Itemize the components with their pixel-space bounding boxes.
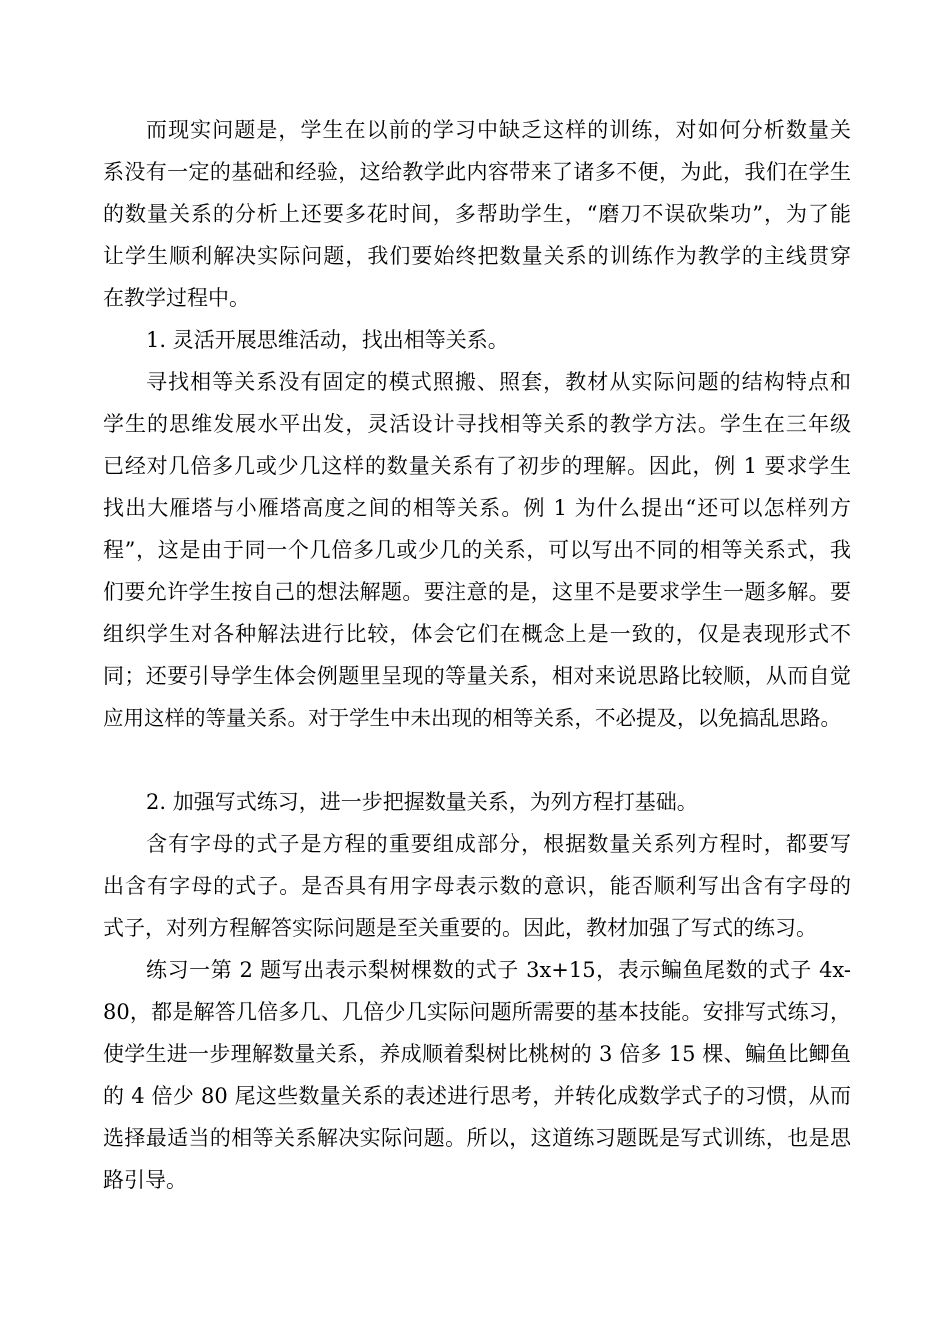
paragraph-line: 使学生进一步理解数量关系，养成顺着梨树比桃树的 3 倍多 15 棵、鳊鱼比鲫鱼 <box>103 1042 851 1066</box>
paragraph-line: 找出大雁塔与小雁塔高度之间的相等关系。例 1 为什么提出“还可以怎样列方 <box>103 496 851 520</box>
paragraph-line: 而现实问题是，学生在以前的学习中缺乏这样的训练，对如何分析数量关 <box>146 118 851 142</box>
paragraph-line: 的数量关系的分析上还要多花时间，多帮助学生，“磨刀不误砍柴功”，为了能 <box>103 202 851 226</box>
paragraph-line: 式子，对列方程解答实际问题是至关重要的。因此，教材加强了写式的练习。 <box>103 916 817 940</box>
paragraph-line: 已经对几倍多几或少几这样的数量关系有了初步的理解。因此，例 1 要求学生 <box>103 454 851 478</box>
section-heading-1: 1. 灵活开展思维活动，找出相等关系。 <box>146 328 509 352</box>
paragraph-line: 系没有一定的基础和经验，这给教学此内容带来了诸多不便，为此，我们在学生 <box>103 160 851 184</box>
paragraph-line: 80，都是解答几倍多几、几倍少几实际问题所需要的基本技能。安排写式练习， <box>103 1000 851 1024</box>
paragraph-line: 同；还要引导学生体会例题里呈现的等量关系，相对来说思路比较顺，从而自觉 <box>103 664 851 688</box>
paragraph-line: 出含有字母的式子。是否具有用字母表示数的意识，能否顺利写出含有字母的 <box>103 874 851 898</box>
paragraph-line: 组织学生对各种解法进行比较，体会它们在概念上是一致的，仅是表现形式不 <box>103 622 851 646</box>
paragraph-line: 们要允许学生按自己的想法解题。要注意的是，这里不是要求学生一题多解。要 <box>103 580 851 604</box>
paragraph-line: 的 4 倍少 80 尾这些数量关系的表述进行思考，并转化成数学式子的习惯，从而 <box>103 1084 851 1108</box>
paragraph-line: 学生的思维发展水平出发，灵活设计寻找相等关系的教学方法。学生在三年级 <box>103 412 851 436</box>
paragraph-line: 路引导。 <box>103 1168 187 1192</box>
paragraph-line: 选择最适当的相等关系解决实际问题。所以，这道练习题既是写式训练，也是思 <box>103 1126 851 1150</box>
paragraph-line: 含有字母的式子是方程的重要组成部分，根据数量关系列方程时，都要写 <box>146 832 851 856</box>
section-heading-2: 2. 加强写式练习，进一步把握数量关系，为列方程打基础。 <box>146 790 698 814</box>
paragraph-line: 在教学过程中。 <box>103 286 250 310</box>
paragraph-line: 让学生顺利解决实际问题，我们要始终把数量关系的训练作为教学的主线贯穿 <box>103 244 851 268</box>
paragraph-line: 练习一第 2 题写出表示梨树棵数的式子 3x+15，表示鳊鱼尾数的式子 4x- <box>146 958 851 982</box>
paragraph-line: 寻找相等关系没有固定的模式照搬、照套，教材从实际问题的结构特点和 <box>146 370 851 394</box>
paragraph-line: 应用这样的等量关系。对于学生中未出现的相等关系，不必提及，以免搞乱思路。 <box>103 706 841 730</box>
paragraph-line: 程”，这是由于同一个几倍多几或少几的关系，可以写出不同的相等关系式，我 <box>103 538 851 562</box>
